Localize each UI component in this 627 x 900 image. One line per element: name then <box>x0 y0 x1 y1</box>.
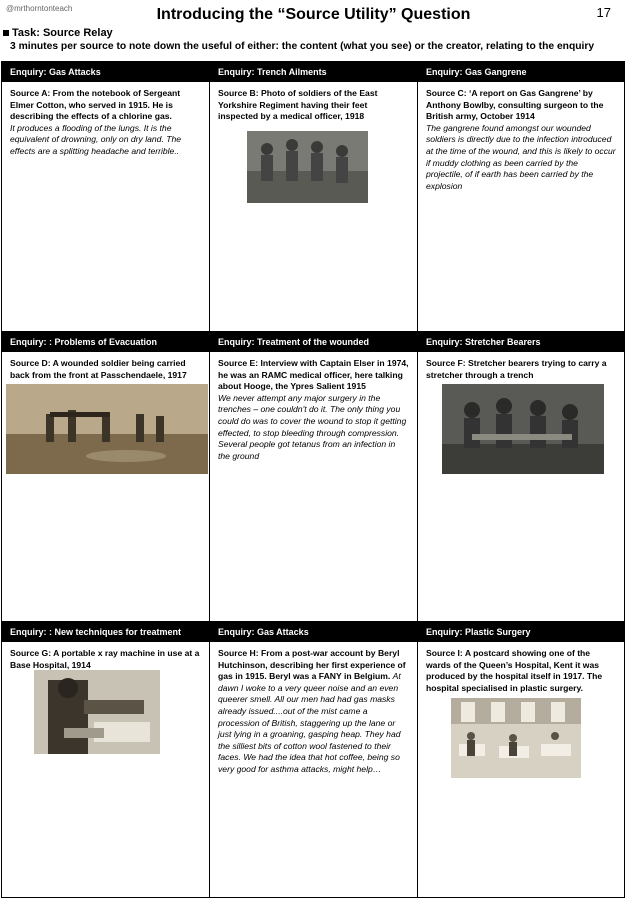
cell-body <box>418 352 624 381</box>
enquiry-header: Enquiry: Stretcher Bearers <box>418 332 624 352</box>
enquiry-header: Enquiry: Gas Gangrene <box>418 62 624 82</box>
source-quote: We never attempt any major surgery in the trenches – one couldn't do it. The only thing you could do was to cover the wound to stop it getting effected, to stop bleeding through compression. Several people got tetanus from an infection in the ground <box>218 392 407 461</box>
source-quote: It produces a flooding of the lungs. It is the equivalent of drowning, only on dry land. The effects are a splitting headache and terrible.. <box>10 122 182 156</box>
source-cell-g <box>2 622 210 897</box>
source-cell-c <box>418 62 624 332</box>
source-cell-i <box>418 622 624 897</box>
cell-body <box>418 642 624 694</box>
cell-body <box>2 642 209 671</box>
photo-queens-hospital-ward <box>451 698 581 778</box>
source-caption: Source E: Interview with Captain Elser in 1974, he was an RAMC medical officer, here talking about Hooge, the Ypres Salient 1915 <box>218 358 409 392</box>
enquiry-header: Enquiry: Gas Attacks <box>2 62 209 82</box>
photo-xray-machine <box>34 670 160 754</box>
source-caption: Source B: Photo of soldiers of the East Yorkshire Regiment having their feet inspected by a medical officer, 1918 <box>218 88 378 122</box>
cell-body <box>210 352 417 462</box>
source-cell-f <box>418 332 624 622</box>
source-caption: Source H: From a post-war account by Beryl Hutchinson, describing her first experience of gas in 1915. Beryl was a FANY in Belgium. <box>218 648 406 682</box>
source-cell-d <box>2 332 210 622</box>
enquiry-header: Enquiry: Trench Ailments <box>210 62 417 82</box>
cell-body <box>2 352 209 381</box>
source-cell-b <box>210 62 418 332</box>
cell-body <box>210 642 417 776</box>
source-quote: At dawn I woke to a very queer noise and an even queerer smell. All our men had had gas masks already issued....out of the mist came a procession of British, staggering up the lane or just lying in a groaning, gasping heap. They had the silliest bits of cotton wool fastened to their faces. We had the idea that hot coffee, being so very good for asthma attacks, might help… <box>218 671 401 774</box>
photo-passchendaele-stretcher <box>6 384 208 474</box>
source-caption: Source C: ‘A report on Gas Gangrene’ by Anthony Bowlby, consulting surgeon to the British army, October 1914 <box>426 88 604 122</box>
enquiry-header: Enquiry: Plastic Surgery <box>418 622 624 642</box>
source-cell-e <box>210 332 418 622</box>
source-quote: The gangrene found amongst our wounded soldiers is directly due to the infection introduced at the time of the wound, and this is likely to occur if muddy clothing as been carried by the projectile, of if earth has been carried by the explosion <box>426 122 616 191</box>
page-number: 17 <box>596 5 611 20</box>
author-handle: @mrthorntonteach <box>6 4 73 13</box>
enquiry-header: Enquiry: : New techniques for treatment <box>2 622 209 642</box>
enquiry-header: Enquiry: Treatment of the wounded <box>210 332 417 352</box>
cell-body <box>2 82 209 158</box>
source-caption: Source D: A wounded soldier being carried back from the front at Passchendaele, 1917 <box>10 358 187 380</box>
bullet-icon <box>3 30 9 36</box>
cell-body <box>418 82 624 192</box>
source-caption: Source F: Stretcher bearers trying to carry a stretcher through a trench <box>426 358 607 380</box>
task-description: 3 minutes per source to note down the useful of either: the content (what you see) or the creator, relating to the enquiry <box>10 41 595 52</box>
enquiry-header: Enquiry: : Problems of Evacuation <box>2 332 209 352</box>
task-label <box>3 27 113 39</box>
page-title: Introducing the “Source Utility” Question <box>156 6 471 23</box>
photo-soldiers-feet-inspection <box>247 131 368 203</box>
cell-body <box>210 82 417 123</box>
task-label-text: Task: Source Relay <box>12 27 113 39</box>
photo-stretcher-bearers-trench <box>442 384 604 474</box>
source-caption: Source A: From the notebook of Sergeant Elmer Cotton, who served in 1915. He is describing the effects of a chlorine gas. <box>10 88 181 122</box>
source-caption: Source G: A portable x ray machine in use at a Base Hospital, 1914 <box>10 648 200 670</box>
source-cell-a <box>2 62 210 332</box>
source-grid <box>1 61 625 898</box>
source-cell-h <box>210 622 418 897</box>
source-caption: Source I: A postcard showing one of the wards of the Queen’s Hospital, Kent it was produced by the hospital itself in 1917. The hospital specialised in plastic surgery. <box>426 648 603 693</box>
enquiry-header: Enquiry: Gas Attacks <box>210 622 417 642</box>
